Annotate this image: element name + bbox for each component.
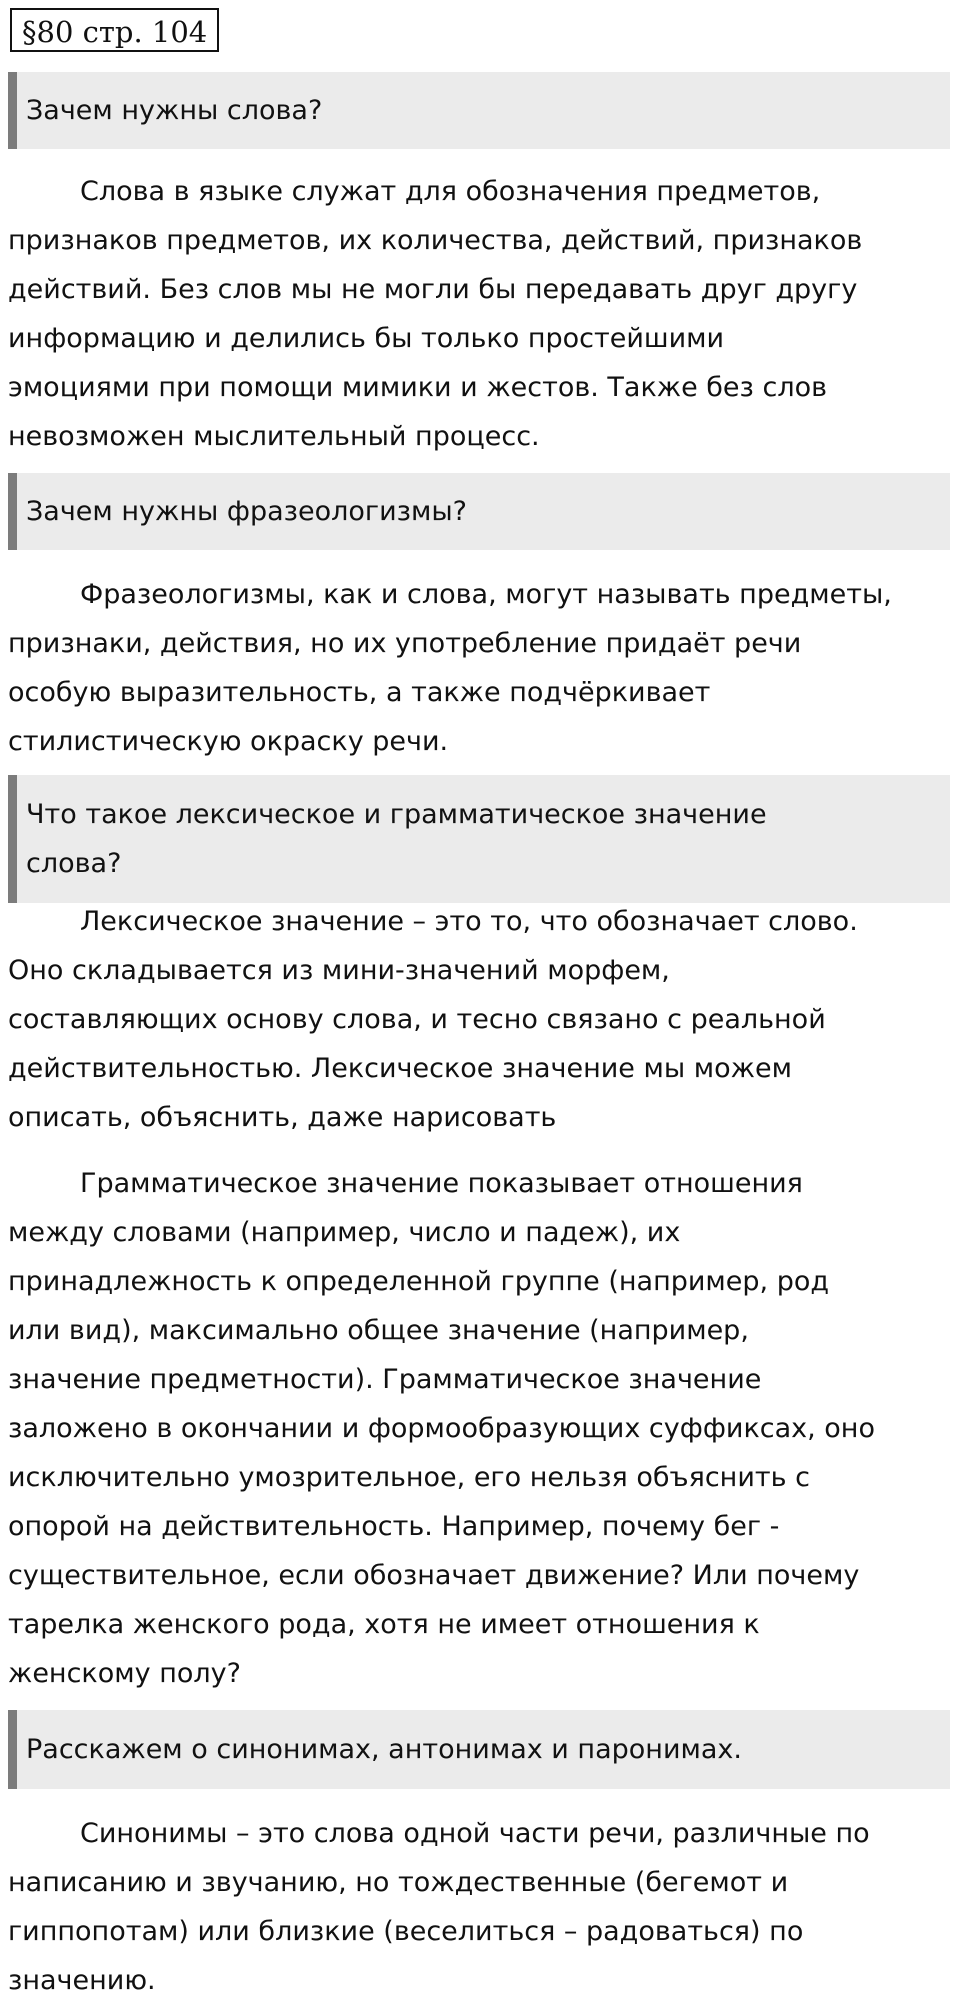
question-heading <box>8 1710 950 1789</box>
question-accent-bar <box>8 775 17 903</box>
paragraph-line: написанию и звучанию, но тождественные (бегемот и <box>8 1867 789 1898</box>
paragraph-line: особую выразительность, а также подчёркивает <box>8 677 711 708</box>
question-accent-bar <box>8 72 17 149</box>
question-heading <box>8 473 950 550</box>
paragraph-line: описать, объяснить, даже нарисовать <box>8 1102 557 1133</box>
question-text-line: слова? <box>26 848 122 879</box>
paragraph-line: существительное, если обозначает движение? Или почему <box>8 1560 860 1591</box>
paragraph-line: или вид), максимально общее значение (например, <box>8 1315 749 1346</box>
question-accent-bar <box>8 473 17 550</box>
paragraph-line: стилистическую окраску речи. <box>8 726 449 757</box>
page-reference-text: §80 стр. 104 <box>22 15 208 49</box>
paragraph-line: Лексическое значение – это то, что обозначает слово. <box>80 906 858 937</box>
paragraph-line: Грамматическое значение показывает отношения <box>80 1168 803 1199</box>
paragraph-line: эмоциями при помощи мимики и жестов. Также без слов <box>8 372 828 403</box>
answer-paragraph <box>8 1159 956 1698</box>
answer-paragraph <box>8 897 956 1142</box>
question-heading <box>8 775 950 903</box>
paragraph-line: Синонимы – это слова одной части речи, различные по <box>80 1818 870 1849</box>
paragraph-line: невозможен мыслительный процесс. <box>8 421 540 452</box>
paragraph-line: информацию и делились бы только простейшими <box>8 323 725 354</box>
paragraph-line: тарелка женского рода, хотя не имеет отношения к <box>8 1609 760 1640</box>
paragraph-line: между словами (например, число и падеж), их <box>8 1217 681 1248</box>
paragraph-line: признаков предметов, их количества, действий, признаков <box>8 225 863 256</box>
paragraph-line: опорой на действительность. Например, почему бег - <box>8 1511 780 1542</box>
paragraph-line: женскому полу? <box>8 1658 241 1689</box>
paragraph-line: Фразеологизмы, как и слова, могут называть предметы, <box>80 579 892 610</box>
paragraph-line: исключительно умозрительное, его нельзя объяснить с <box>8 1462 810 1493</box>
question-text-line: Что такое лексическое и грамматическое значение <box>26 799 767 830</box>
paragraph-line: значение предметности). Грамматическое значение <box>8 1364 762 1395</box>
paragraph-line: действий. Без слов мы не могли бы передавать друг другу <box>8 274 858 305</box>
question-text: Зачем нужны слова? <box>26 94 323 126</box>
paragraph-line: действительностью. Лексическое значение мы можем <box>8 1053 792 1084</box>
paragraph-line: признаки, действия, но их употребление придаёт речи <box>8 628 802 659</box>
paragraph-line: заложено в окончании и формообразующих суффиксах, оно <box>8 1413 875 1444</box>
answer-paragraph <box>8 570 956 766</box>
answer-paragraph <box>8 167 956 461</box>
question-accent-bar <box>8 1710 17 1789</box>
page-reference-box <box>10 8 219 52</box>
question-text <box>26 775 926 888</box>
paragraph-line: принадлежность к определенной группе (например, род <box>8 1266 830 1297</box>
paragraph-line: значению. <box>8 1965 156 1996</box>
paragraph-line: составляющих основу слова, и тесно связано с реальной <box>8 1004 826 1035</box>
question-text: Расскажем о синонимах, антонимах и паронимах. <box>26 1733 742 1765</box>
paragraph-line: Слова в языке служат для обозначения предметов, <box>80 176 821 207</box>
paragraph-line: Оно складывается из мини-значений морфем, <box>8 955 670 986</box>
paragraph-line: гиппопотам) или близкие (веселиться – радоваться) по <box>8 1916 804 1947</box>
question-text: Зачем нужны фразеологизмы? <box>26 495 468 527</box>
question-heading <box>8 72 950 149</box>
answer-paragraph <box>8 1809 956 2005</box>
